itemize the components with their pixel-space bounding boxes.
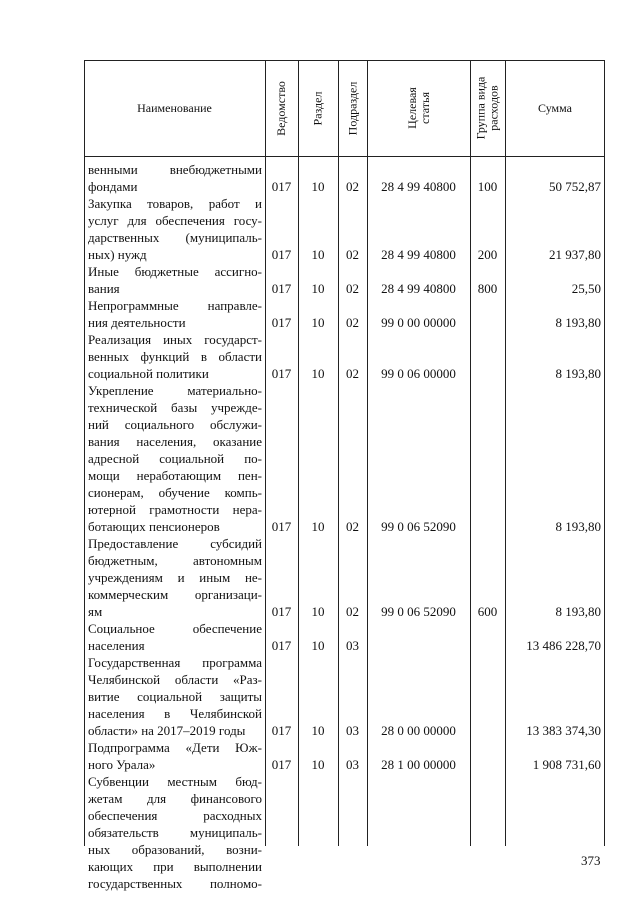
header-razdel: Раздел	[310, 91, 325, 125]
row-name	[88, 161, 262, 195]
row-name-line: Субвенции местным бюд-	[88, 774, 262, 789]
row-gruppa: 200	[477, 247, 498, 262]
row-name-line: бюджетным, автономным	[88, 553, 262, 568]
row-name	[88, 620, 262, 654]
row-vedomstvo: 017	[271, 723, 292, 738]
table-row	[84, 161, 605, 195]
row-name-line: жетам для финансового	[88, 791, 262, 806]
row-summa: 8 193,80	[555, 315, 601, 330]
row-podrazdel: 02	[346, 366, 359, 381]
row-name-line: ного Урала»	[88, 757, 156, 772]
header-gruppa-vida-raskhodov: Группа вида расходов	[473, 76, 501, 140]
table-row	[84, 382, 605, 535]
row-name-line: технической базы учрежде-	[88, 400, 262, 415]
header-podrazdel: Подраздел	[345, 81, 360, 135]
row-podrazdel: 02	[346, 604, 359, 619]
row-celevaya-statya: 99 0 06 52090	[381, 604, 456, 619]
row-razdel: 10	[311, 723, 325, 738]
row-summa: 50 752,87	[549, 179, 601, 194]
row-summa: 25,50	[571, 281, 601, 296]
row-podrazdel: 02	[346, 315, 359, 330]
row-name-line: Реализация иных государст-	[88, 332, 262, 347]
page-number: 373	[581, 853, 601, 868]
row-name	[88, 535, 262, 620]
row-summa: 8 193,80	[555, 519, 601, 534]
table-row	[84, 620, 605, 654]
row-celevaya-statya: 28 4 99 40800	[381, 247, 456, 262]
header-divider	[84, 156, 605, 157]
row-name	[88, 654, 262, 739]
row-name-line: фондами	[88, 179, 138, 194]
row-name-line: витие социальной защиты	[88, 689, 262, 704]
table-row	[84, 195, 605, 263]
row-summa: 8 193,80	[555, 366, 601, 381]
row-name-line: адресной социальной по-	[88, 451, 262, 466]
row-name-line: ных) нужд	[88, 247, 147, 262]
row-name-line: Подпрограмма «Дети Юж-	[88, 740, 262, 755]
row-podrazdel: 03	[346, 757, 359, 772]
row-razdel: 10	[311, 315, 325, 330]
row-name	[88, 739, 262, 773]
table-row	[84, 535, 605, 620]
row-podrazdel: 02	[346, 179, 359, 194]
row-name-line: Предоставление субсидий	[88, 536, 262, 551]
row-name	[88, 773, 262, 892]
row-celevaya-statya: 99 0 06 00000	[381, 366, 456, 381]
row-name-line: венных функций в области	[88, 349, 262, 364]
row-name-line: населения	[88, 638, 145, 653]
table-row	[84, 331, 605, 382]
header-summa: Сумма	[538, 100, 572, 115]
row-razdel: 10	[311, 757, 325, 772]
row-name-line: услуг для обеспечения госу-	[88, 213, 262, 228]
row-name-line: социальной политики	[88, 366, 209, 381]
row-name-line: государственных полномо-	[88, 876, 262, 891]
row-name-line: ютерной грамотности нера-	[88, 502, 262, 517]
row-name	[88, 382, 262, 535]
header-celevaya-statya: Целевая статья	[404, 87, 432, 129]
row-summa: 13 486 228,70	[526, 638, 601, 653]
row-name-line: вания населения, оказание	[88, 434, 262, 449]
row-name-line: Укрепление материально-	[88, 383, 262, 398]
row-name-line: области» на 2017–2019 годы	[88, 723, 246, 738]
row-name	[88, 263, 262, 297]
row-podrazdel: 02	[346, 247, 359, 262]
row-name-line: ям	[88, 604, 103, 619]
row-razdel: 10	[311, 519, 325, 534]
table-row	[84, 654, 605, 739]
row-podrazdel: 02	[346, 281, 359, 296]
row-podrazdel: 03	[346, 723, 359, 738]
row-gruppa: 800	[477, 281, 498, 296]
row-gruppa: 100	[477, 179, 498, 194]
row-vedomstvo: 017	[271, 519, 292, 534]
row-name-line: Иные бюджетные ассигно-	[88, 264, 262, 279]
row-podrazdel: 03	[346, 638, 359, 653]
row-name-line: вания	[88, 281, 120, 296]
row-name-line: дарственных (муниципаль-	[88, 230, 262, 245]
row-name-line: обеспечения расходных	[88, 808, 262, 823]
row-vedomstvo: 017	[271, 757, 292, 772]
row-name	[88, 195, 262, 263]
row-name-line: Непрограммные направле-	[88, 298, 262, 313]
row-name-line: обязательств муниципаль-	[88, 825, 262, 840]
table-row	[84, 739, 605, 773]
row-vedomstvo: 017	[271, 315, 292, 330]
row-razdel: 10	[311, 604, 325, 619]
row-vedomstvo: 017	[271, 604, 292, 619]
row-name	[88, 297, 262, 331]
row-name-line: населения в Челябинской	[88, 706, 262, 721]
row-vedomstvo: 017	[271, 638, 292, 653]
row-vedomstvo: 017	[271, 366, 292, 381]
row-vedomstvo: 017	[271, 247, 292, 262]
header-vedomstvo: Ведомство	[274, 80, 289, 136]
row-name-line: Государственная программа	[88, 655, 262, 670]
row-name-line: учреждениям и иным не-	[88, 570, 262, 585]
row-name-line: ния деятельности	[88, 315, 186, 330]
table-row	[84, 297, 605, 331]
row-name-line: Социальное обеспечение	[88, 621, 262, 636]
row-vedomstvo: 017	[271, 179, 292, 194]
row-celevaya-statya: 28 0 00 00000	[381, 723, 456, 738]
row-summa: 21 937,80	[549, 247, 601, 262]
table-row	[84, 773, 605, 892]
row-celevaya-statya: 28 4 99 40800	[381, 179, 456, 194]
row-vedomstvo: 017	[271, 281, 292, 296]
row-name-line: сионерам, обучение компь-	[88, 485, 262, 500]
row-name-line: Челябинской области «Раз-	[88, 672, 262, 687]
row-gruppa: 600	[477, 604, 498, 619]
row-name-line: коммерческим организаци-	[88, 587, 262, 602]
row-razdel: 10	[311, 247, 325, 262]
row-razdel: 10	[311, 638, 325, 653]
row-name-line: кающих при выполнении	[88, 859, 262, 874]
row-name	[88, 331, 262, 382]
header-name: Наименование	[137, 100, 212, 115]
row-name-line: Закупка товаров, работ и	[88, 196, 262, 211]
row-name-line: ботающих пенсионеров	[88, 519, 220, 534]
row-name-line: венными внебюджетными	[88, 162, 262, 177]
row-name-line: ний социального обслужи-	[88, 417, 262, 432]
row-celevaya-statya: 99 0 00 00000	[381, 315, 456, 330]
row-razdel: 10	[311, 366, 325, 381]
row-razdel: 10	[311, 179, 325, 194]
row-summa: 8 193,80	[555, 604, 601, 619]
row-name-line: мощи неработающим пен-	[88, 468, 262, 483]
row-podrazdel: 02	[346, 519, 359, 534]
row-celevaya-statya: 28 4 99 40800	[381, 281, 456, 296]
row-summa: 1 908 731,60	[532, 757, 601, 772]
row-razdel: 10	[311, 281, 325, 296]
table-row	[84, 263, 605, 297]
row-summa: 13 383 374,30	[526, 723, 601, 738]
row-celevaya-statya: 28 1 00 00000	[381, 757, 456, 772]
row-name-line: ных образований, возни-	[88, 842, 262, 857]
row-celevaya-statya: 99 0 06 52090	[381, 519, 456, 534]
